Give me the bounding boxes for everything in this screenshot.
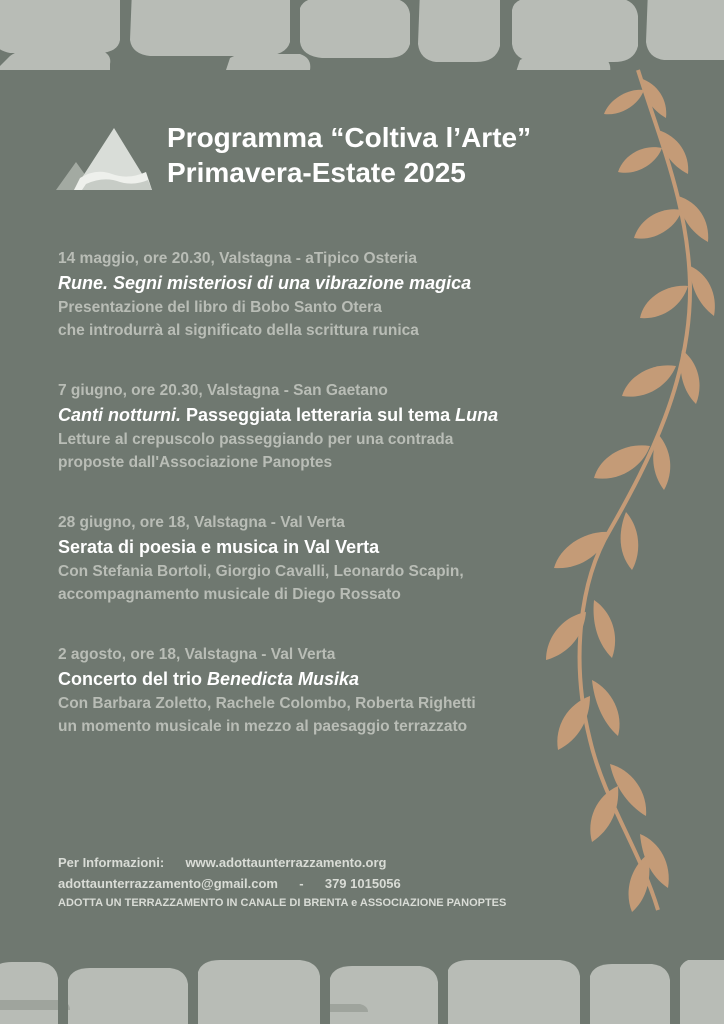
event-title-text: Passeggiata letteraria sul tema <box>180 405 456 425</box>
event-desc-line-2: accompagnamento musicale di Diego Rossato <box>58 586 401 603</box>
title-line-1: Programma “Coltiva l’Arte” <box>167 122 532 153</box>
event-item-3 <box>58 512 558 606</box>
stone-wall-bottom <box>0 960 724 1024</box>
event-meta: 7 giugno, ore 20.30, Valstagna - San Gaetano <box>58 382 388 399</box>
event-title <box>58 666 558 692</box>
events-list <box>58 248 558 776</box>
event-item-1 <box>58 248 558 342</box>
event-meta: 14 maggio, ore 20.30, Valstagna - aTipico Osteria <box>58 250 417 267</box>
info-separator: - <box>299 876 304 891</box>
event-desc-line-2: proposte dall'Associazione Panoptes <box>58 454 333 471</box>
contact-info <box>58 852 506 912</box>
event-title-italic-theme: Luna <box>455 405 499 425</box>
organizers: ADOTTA UN TERRAZZAMENTO IN CANALE DI BRENTA e ASSOCIAZIONE PANOPTES <box>58 897 507 909</box>
mountain-icon <box>56 126 152 192</box>
event-title: Serata di poesia e musica in Val Verta <box>58 537 380 557</box>
info-line-1 <box>58 852 506 873</box>
event-item-4 <box>58 644 558 738</box>
info-line-2 <box>58 873 506 894</box>
event-meta: 28 giugno, ore 18, Valstagna - Val Verta <box>58 514 345 531</box>
event-item-2 <box>58 380 558 474</box>
event-desc-line-1: Con Stefania Bortoli, Giorgio Cavalli, Leonardo Scapin, <box>58 563 464 580</box>
event-title-text: Concerto del trio <box>58 669 208 689</box>
title-line-2: Primavera-Estate 2025 <box>167 157 466 188</box>
event-desc-line-2: un momento musicale in mezzo al paesaggio terrazzato <box>58 718 468 735</box>
event-desc-line-1: Presentazione del libro di Bobo Santo Otera <box>58 299 382 316</box>
event-title <box>58 402 558 428</box>
event-title-italic: Benedicta Musika <box>207 669 360 689</box>
info-label: Per Informazioni: <box>58 855 165 870</box>
event-title-italic: Canti notturni. <box>58 405 181 425</box>
page-title <box>167 120 531 190</box>
event-desc-line-1: Letture al crepuscolo passeggiando per una contrada <box>58 431 454 448</box>
website-link[interactable]: www.adottaunterrazzamento.org <box>185 855 387 870</box>
leaf-branch-illustration <box>540 60 724 920</box>
event-title: Rune. Segni misteriosi di una vibrazione magica <box>58 273 472 293</box>
event-desc-line-1: Con Barbara Zoletto, Rachele Colombo, Roberta Righetti <box>58 695 476 712</box>
email-link[interactable]: adottaunterrazzamento@gmail.com <box>58 876 278 891</box>
event-meta: 2 agosto, ore 18, Valstagna - Val Verta <box>58 646 336 663</box>
phone-number[interactable]: 379 1015056 <box>324 876 401 891</box>
event-desc-line-2: che introdurrà al significato della scrittura runica <box>58 322 419 339</box>
